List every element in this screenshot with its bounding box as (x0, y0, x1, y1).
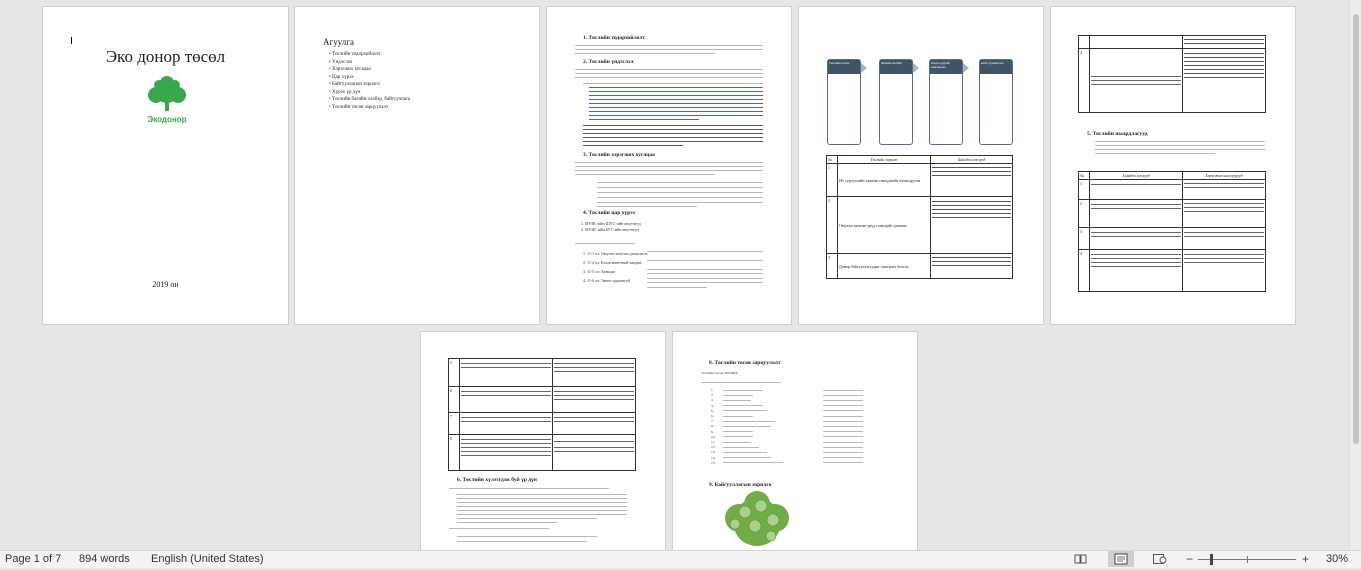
goals-table: № Төслийн зорилт Хийгдэх ажлууд 1 Их сургуулийн хамтын гишүүнийг нэмэгдүүлэх 2 Оюутан хамтын эрүүл мэндийг дэмжих 3 Донор байгууллагуудыг хамтрагч болгох (826, 155, 1013, 279)
toc-item: • Цар хүрээ (329, 74, 354, 80)
zoom-slider-center-tick (1247, 556, 1248, 563)
status-bar (0, 550, 1361, 568)
toc-item: • Байгууллагын зорилго (329, 82, 380, 87)
scrollbar-thumb[interactable] (1353, 14, 1359, 444)
continued-table: 4 (1078, 35, 1266, 113)
funding-item: 3. 11-5 хэ: Хувьцаа (583, 269, 615, 274)
audience-item: 2. МУИС-ийн БУС-ийн оюутнууд (581, 226, 639, 232)
budget-item: 2. (711, 393, 714, 398)
tree-graphic (717, 490, 797, 550)
budget-title: Төслийн төсөв: 850000₮ (701, 371, 738, 375)
section-heading: 4. Төслийн цар хүрээ (583, 210, 635, 216)
flow-box: Төслийн эхлэх (827, 59, 861, 145)
eco-donor-logo (141, 73, 193, 131)
toc-item: • Үндэслэл (329, 59, 353, 65)
budget-item: 12. (711, 445, 716, 450)
budget-item: 4. (711, 403, 714, 408)
toc-item: • Төслийн тодорхойлолт (329, 52, 381, 57)
budget-item: 3. (711, 398, 714, 403)
audience-item: 1. МУИС-ийн ШУС-ийн оюутнууд (581, 221, 641, 226)
text-cursor (71, 37, 72, 44)
section-heading: 8. Төслийн төсөв зарцуулалт (709, 360, 781, 366)
budget-item: 11. (711, 440, 716, 445)
funding-item: 2. 11-4 хэ: Бэлэн мөнгөний хандив (583, 260, 642, 265)
funding-item: 4. 11-6 хэ: Эконо хураангуй (583, 278, 630, 283)
funding-list (583, 249, 647, 285)
toc-item: • Хэрэгжих хугацаа (329, 67, 371, 72)
page-indicator[interactable]: Page 1 of 7 (5, 553, 62, 565)
toc-item: • Төслийн багийн хэлбэр, байгууллага (329, 97, 411, 102)
word-count[interactable]: 894 words (79, 553, 130, 565)
audience-list (581, 221, 641, 232)
budget-item: 13. (711, 450, 716, 455)
zoom-in-button[interactable]: + (1302, 552, 1310, 566)
flow-arrow (963, 63, 969, 73)
toc-list (329, 51, 410, 111)
budget-item: 14. (711, 455, 716, 460)
zoom-slider-thumb[interactable] (1210, 554, 1213, 565)
page-2[interactable] (295, 7, 539, 324)
flow-box: Эцсийн хэлбэр (879, 59, 913, 145)
toc-item: • Төслийн төсөв зарцуулалт (329, 104, 389, 110)
section-heading: 1. Төслийн тодорхойлолт (583, 35, 646, 41)
section-heading: 5. Төслийн шаардлагууд (1087, 131, 1148, 137)
budget-list (711, 388, 715, 466)
budget-item: 9. (711, 429, 714, 434)
section-heading: 2. Төслийн үндэслэл (583, 59, 634, 65)
budget-item: 10. (711, 434, 716, 439)
read-mode-icon[interactable] (1074, 554, 1087, 564)
flow-arrow (913, 63, 919, 73)
zoom-slider[interactable] (1198, 559, 1296, 560)
flow-arrow (861, 63, 867, 73)
print-layout-icon[interactable] (1108, 551, 1134, 567)
funding-item: 1. 11-1 хэ: Оюутан хоёулаа дэмжлэгээ (583, 251, 648, 256)
section-heading: 9. Байгууллагын зорилго (709, 482, 772, 488)
page-6[interactable] (421, 332, 665, 550)
document-title: Эко донор төсөл (105, 47, 226, 66)
vertical-scrollbar[interactable] (1349, 0, 1361, 550)
page-5[interactable] (1051, 7, 1295, 324)
logo-text: Экодонор (147, 115, 187, 124)
toc-item: • Хүрэх үр дүн (329, 89, 361, 95)
cover-year: 2019 он (152, 280, 179, 289)
logo-tree-canopy (148, 76, 186, 103)
budget-item: 15. (711, 460, 716, 465)
section-heading: 3. Төслийн хэрэгжих хугацаа (583, 152, 655, 158)
zoom-level[interactable]: 30% (1326, 553, 1349, 565)
budget-item: 7. (711, 419, 714, 424)
section-heading: 6. Төслийн хүлээгдэж буй үр дүн (457, 477, 537, 483)
logo-tree-trunk (165, 99, 169, 111)
page-4[interactable] (799, 7, 1043, 324)
page-7[interactable] (673, 332, 917, 550)
budget-item: 1. (711, 388, 714, 392)
budget-item: 6. (711, 414, 714, 419)
page-3[interactable] (547, 7, 791, 324)
zoom-out-button[interactable]: − (1186, 552, 1194, 566)
requirements-table: № Хийгдэх ажлууд Хэрэгжих шалгуурууд 1 2 3 4 (1078, 171, 1266, 292)
results-table: 5 6 7 8 (448, 358, 636, 471)
flow-box: Нийт хуримтлал (979, 59, 1013, 145)
toc-heading: Агуулга (323, 37, 354, 47)
web-layout-icon[interactable] (1153, 554, 1167, 564)
flow-box: Оюутнуудтай хамтарсан (929, 59, 963, 145)
budget-item: 5. (711, 408, 714, 413)
budget-item: 8. (711, 424, 714, 429)
language-indicator[interactable]: English (United States) (151, 553, 264, 565)
page-1[interactable] (43, 7, 288, 324)
